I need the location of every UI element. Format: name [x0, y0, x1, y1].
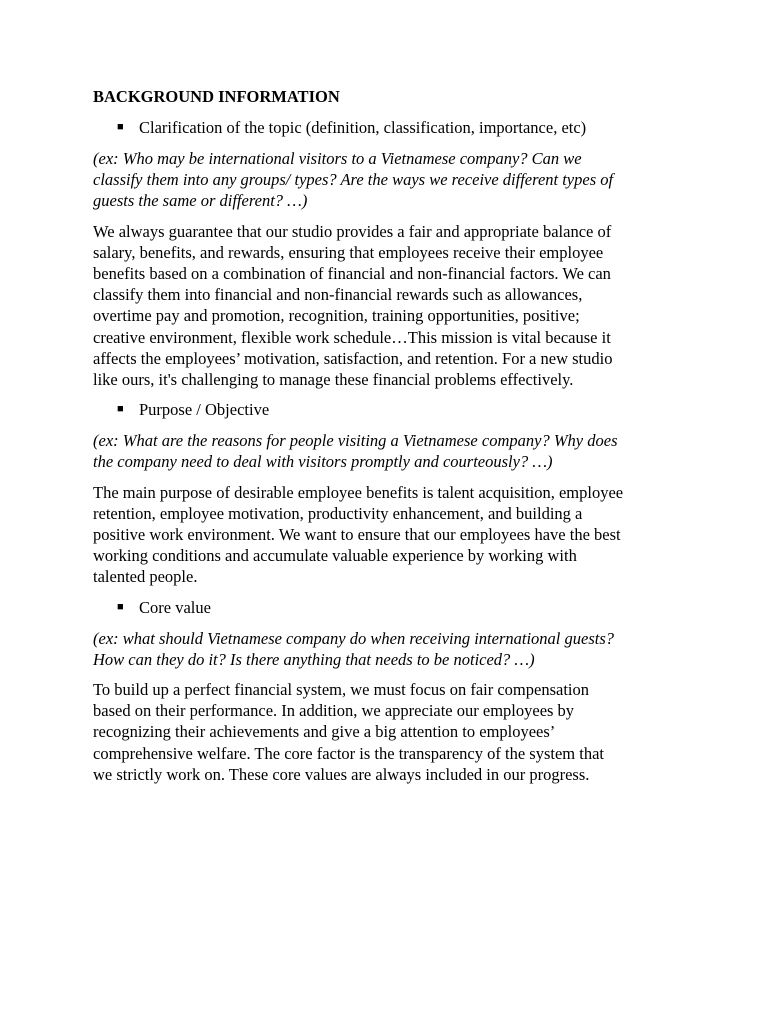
- example-line: (ex: what should Vietnamese company do when receiving international guests?: [93, 628, 615, 648]
- example-line: How can they do it? Is there anything that needs to be noticed? …): [93, 649, 535, 669]
- square-bullet-icon: ■: [117, 121, 124, 133]
- bullet-purpose: [93, 399, 683, 420]
- body-paragraph-purpose: [93, 482, 683, 588]
- example-line: the company need to deal with visitors promptly and courteously? …): [93, 452, 553, 472]
- example-question-core-value: [93, 628, 683, 670]
- body-line: based on their performance. In addition, we appreciate our employees by: [93, 701, 575, 721]
- document-page: [93, 86, 683, 794]
- body-line: benefits based on a combination of financial and non-financial factors. We can: [93, 264, 611, 284]
- bullet-text: Clarification of the topic (definition, classification, importance, etc): [139, 118, 587, 137]
- section-heading: BACKGROUND INFORMATION: [93, 87, 340, 106]
- body-line: comprehensive welfare. The core factor is the transparency of the system that: [93, 743, 604, 763]
- body-line: To build up a perfect financial system, we must focus on fair compensation: [93, 680, 589, 700]
- example-line: guests the same or different? …): [93, 191, 308, 211]
- example-question-clarification: [93, 148, 683, 212]
- body-line: affects the employees’ motivation, satisfaction, and retention. For a new studio: [93, 348, 613, 368]
- body-line: positive work environment. We want to ensure that our employees have the best: [93, 525, 621, 545]
- example-line: (ex: Who may be international visitors to a Vietnamese company? Can we: [93, 149, 582, 168]
- example-line: classify them into any groups/ types? Are the ways we receive different types of: [93, 170, 614, 190]
- body-line: working conditions and accumulate valuable experience by working with: [93, 546, 577, 566]
- bullet-text: Core value: [139, 597, 211, 617]
- bullet-core-value: [93, 597, 683, 618]
- body-paragraph-clarification: [93, 221, 683, 391]
- example-question-purpose: [93, 430, 683, 472]
- body-line: we strictly work on. These core values are always included in our progress.: [93, 764, 590, 784]
- body-line: retention, employee motivation, productivity enhancement, and building a: [93, 503, 583, 523]
- body-line: classify them into financial and non-financial rewards such as allowances,: [93, 285, 583, 305]
- bullet-clarification: [93, 117, 683, 138]
- body-line: recognizing their achievements and give a big attention to employees’: [93, 722, 556, 742]
- body-paragraph-core-value: [93, 679, 683, 785]
- bullet-text: Purpose / Objective: [139, 400, 270, 420]
- body-line: creative environment, flexible work schedule…This mission is vital because it: [93, 327, 611, 347]
- square-bullet-icon: ■: [117, 403, 124, 416]
- body-line: talented people.: [93, 567, 198, 587]
- body-line: overtime pay and promotion, recognition, training opportunities, positive;: [93, 306, 580, 326]
- body-line: We always guarantee that our studio provides a fair and appropriate balance of: [93, 221, 612, 241]
- example-line: (ex: What are the reasons for people visiting a Vietnamese company? Why does: [93, 431, 618, 451]
- square-bullet-icon: ■: [117, 600, 124, 613]
- body-line: salary, benefits, and rewards, ensuring that employees receive their employee: [93, 242, 604, 262]
- body-line: The main purpose of desirable employee benefits is talent acquisition, employee: [93, 482, 624, 502]
- body-line: like ours, it's challenging to manage these financial problems effectively.: [93, 370, 574, 390]
